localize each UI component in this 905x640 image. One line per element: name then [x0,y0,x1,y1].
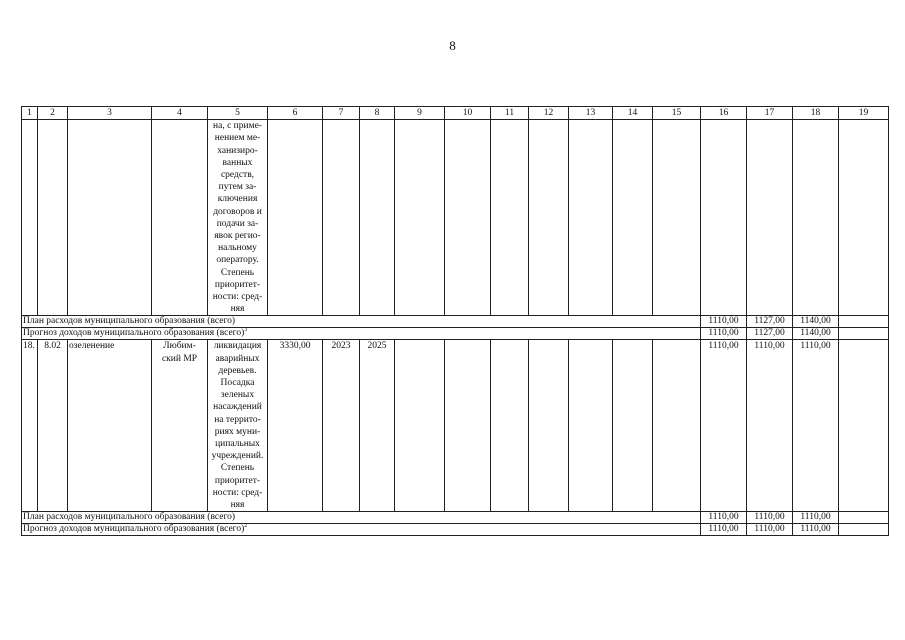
col-header: 7 [323,107,360,120]
forecast-row [22,328,889,340]
end-year: 2025 [360,340,395,512]
plan-value: 1110,00 [747,512,793,524]
continuation-row [22,120,889,316]
forecast-value: 1110,00 [701,328,747,340]
col-header: 18 [793,107,839,120]
col-header: 5 [208,107,268,120]
col-header: 9 [395,107,445,120]
measure-direction: озеленение [68,340,152,512]
col-header: 2 [38,107,68,120]
measure-code: 8.02 [38,340,68,512]
forecast-value: 1110,00 [747,524,793,536]
col-header: 14 [613,107,653,120]
plan-label: План расходов муниципального образования (всего) [22,316,701,328]
col-header: 10 [445,107,491,120]
forecast-label: Прогноз доходов муниципального образования (всего)$^2$ [22,524,701,536]
col-header: 13 [569,107,613,120]
cost-value: 3330,00 [268,340,323,512]
plan-value: 1140,00 [793,316,839,328]
plan-value: 1110,00 [701,316,747,328]
plan-value: 1110,00 [793,512,839,524]
start-year: 2023 [323,340,360,512]
measure-description: на, с приме- нением ме- ханизиро- ванных средств, путем за- ключения договоров и подачи за- явок регио- нальному оператору. Степень приоритет- ности: сред- няя [208,120,268,316]
measure-description: ликвидация аварийных деревьев. Посадка зеленых насаждений на террито- риях муни- ципальных учреждений. Степень приоритет- ности: сред- няя [208,340,268,512]
plan-label: План расходов муниципального образования (всего) [22,512,701,524]
plan-row [22,316,889,328]
col-header: 1 [22,107,38,120]
forecast-row [22,524,889,536]
forecast-value: 1110,00 [793,524,839,536]
plan-value: 1127,00 [747,316,793,328]
forecast-value: 1140,00 [793,328,839,340]
col-header: 11 [491,107,529,120]
col-header: 8 [360,107,395,120]
col-header: 3 [68,107,152,120]
year-value: 1110,00 [747,340,793,512]
plan-row [22,512,889,524]
column-number-row [22,107,889,120]
forecast-value: 1127,00 [747,328,793,340]
table-row [22,340,889,512]
col-header: 12 [529,107,569,120]
col-header: 16 [701,107,747,120]
col-header: 4 [152,107,208,120]
col-header: 6 [268,107,323,120]
forecast-label: Прогноз доходов муниципального образования (всего)$^3$ [22,328,701,340]
year-value: 1110,00 [701,340,747,512]
plan-value: 1110,00 [701,512,747,524]
year-value: 1110,00 [793,340,839,512]
row-number: 18. [22,340,38,512]
col-header: 19 [839,107,889,120]
forecast-value: 1110,00 [701,524,747,536]
budget-table [21,106,889,536]
page-number: 8 [449,38,456,53]
col-header: 15 [653,107,701,120]
municipality: Любим- ский МР [152,340,208,512]
col-header: 17 [747,107,793,120]
